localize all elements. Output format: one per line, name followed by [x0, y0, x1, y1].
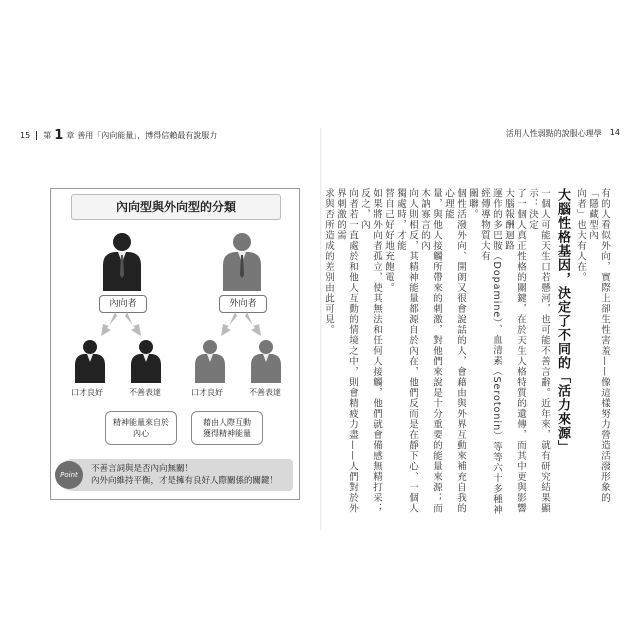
point-line-1: 不善言詞與是否內向無關！ [91, 464, 194, 474]
text-column: 求與否所造成的差別由此可見。 [323, 188, 334, 335]
text-column: 向人則相反，其精神能量都源自於內在，他們反而是在靜下心、一個人獨處時，才能 [395, 188, 418, 514]
text-column: 向者若一直處於和他人互動的情境之中，則會精疲力盡——人們對於外界刺激的需 [335, 188, 358, 514]
text-column: 運作的多巴胺（Dopamine）、血清素（Serotonin）等等六十多種神經傳導物質大有 [479, 188, 502, 516]
point-summary [57, 459, 293, 491]
figure-title: 內向型與外向型的分類 [71, 194, 281, 220]
introvert-talkative-person-icon [73, 339, 107, 383]
introvert-person-icon [99, 231, 145, 291]
caption-introvert-talkative: 口才良好 [71, 388, 103, 397]
left-page-number: 15 [20, 131, 31, 140]
introvert-energy-bubble [105, 411, 177, 445]
section-heading: 大腦性格基因，決定了不同的「活力來源」 [555, 188, 570, 454]
extrovert-person-icon [219, 231, 265, 291]
text-column: 量，與他人接觸所帶來的刺激，對他們來說是十分重要的能量來源；而木訥寡言的內 [419, 188, 442, 514]
left-page [20, 128, 320, 530]
extrovert-energy-line-1: 藉由人際互動 [203, 418, 251, 427]
chapter-prefix: 第 [43, 131, 52, 140]
text-column: 有的人看似外向，實際上卻生性害羞——像這樣努力營造活潑形象的「隱藏型內 [587, 188, 610, 503]
extrovert-label: 外向者 [219, 295, 267, 313]
chapter-title: 善用「內向能量」，博得信賴最有說服力 [77, 131, 218, 140]
chapter-number: 1 [54, 128, 64, 143]
chapter-suffix: 章 [66, 131, 75, 140]
right-page-header [506, 128, 620, 139]
introvert-energy-line-2: 內心 [133, 429, 149, 438]
text-column: 向者」也大有人在。 [575, 188, 586, 283]
introvert-energy-line-1: 精神能量來自於 [113, 418, 169, 427]
vertical-body-text [323, 188, 610, 518]
extrovert-quiet-person-icon [249, 339, 283, 383]
right-page [322, 128, 622, 530]
book-spread [20, 128, 622, 530]
left-page-header [20, 128, 217, 143]
header-divider [36, 131, 37, 140]
text-column: 替自己好好地充飽電。 [383, 188, 394, 293]
extrovert-talkative-person-icon [193, 339, 227, 383]
extrovert-energy-line-2: 獲得精神能量 [203, 429, 251, 438]
point-text [91, 463, 278, 487]
extrovert-energy-bubble [191, 411, 263, 445]
caption-extrovert-talkative: 口才良好 [191, 388, 223, 397]
text-column: 個性活潑外向、開朗又很會說話的人，會藉由與外界互動來補充自我的心理能 [443, 188, 466, 514]
point-line-2: 內外向維持平衡，才是擁有良好人際關係的關鍵！ [91, 476, 279, 486]
book-title: 活用人性弱點的說服心理學 [505, 129, 602, 138]
text-column: 了一個人真正性格的關鍵，在於天生人格特質的遺傳，而其中更與影響大腦報酬迴路 [503, 188, 526, 514]
caption-extrovert-quiet: 不善表達 [249, 388, 281, 397]
introvert-quiet-person-icon [129, 339, 163, 383]
text-column: 關聯。 [467, 188, 478, 220]
text-column: 如果將外向者孤立，使其無法和任何人接觸，他們就會備感無精打采；反之，內 [359, 188, 382, 514]
classification-figure [50, 188, 300, 500]
right-page-number: 14 [609, 128, 620, 137]
caption-introvert-quiet: 不善表達 [129, 388, 161, 397]
branch-arrows-icon [71, 312, 291, 342]
introvert-label: 內向者 [99, 295, 147, 313]
text-column: 一個人可能天生口若懸河，也可能不善言辭。近年來，就有研究結果顯示：決定 [527, 188, 550, 514]
point-badge: Point [55, 461, 83, 489]
